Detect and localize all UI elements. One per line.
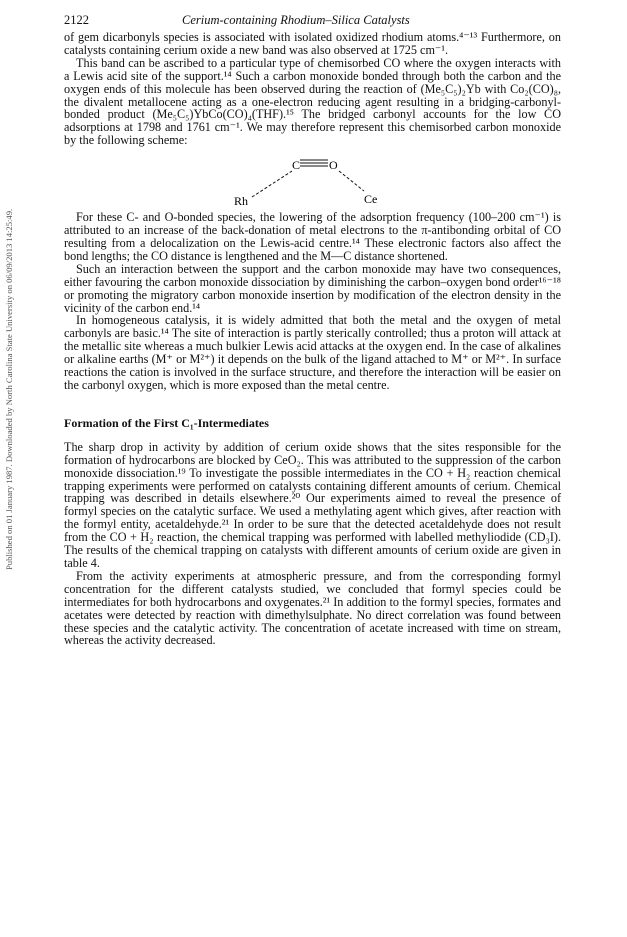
paragraph-support-interaction: Such an interaction between the support and the carbon monoxide may have two consequences, either favouring the carbon monoxide dissociation by diminishing the carbon–oxygen bond order¹⁶⁻¹⁸ or promoting the migratory carbon monoxide insertion by modification of the electron density in the vicinity of the carbon end.¹⁴ xyxy=(64,261,561,315)
rh-carbon-bond xyxy=(252,171,292,197)
paragraph-lewis-acid: This band can be ascribed to a particular type of chemisorbed CO where the oxygen interacts with a Lewis acid site of the support.¹⁴ Such a carbon monoxide bonded through both the carbon and the oxygen ends of this molecule has been observed during the reaction of (Me₅C₅)₂Yb with Co₂(CO)₈, the divalent metallocene acting as a one-electron reducing agent resulting in a bridging-carbonyl-bonded product (Me₅C₅)YbCo(CO)₄(THF).¹⁵ The bridged carbonyl accounts for the low CO adsorptions at 1798 and 1761 cm⁻¹. We may therefore represent this chemisorbed carbon monoxide by the following scheme: xyxy=(64,55,561,148)
side-provenance-note xyxy=(2,130,16,570)
paragraph-lowering-frequency: For these C- and O-bonded species, the lowering of the adsorption frequency (100–200 cm⁻¹) is attributed to an increase of the back-donation of metal electrons to the π-antibonding orbital of CO resulting from a delocalization on the Lewis-acid centre.¹⁴ These electronic factors also affect the bond lengths; the CO distance is lengthened and the M—C distance shortened. xyxy=(64,210,561,263)
paragraph-continued: of gem dicarbonyls species is associated with isolated oxidized rhodium atoms.⁴⁻¹³ Furthermore, on catalysts containing cerium oxide a new band was also observed at 1725 cm⁻¹. xyxy=(64,30,561,57)
scheme-diagram xyxy=(204,147,404,211)
paragraph-chemical-trapping: The sharp drop in activity by addition of cerium oxide shows that the sites responsible for the formation of hydrocarbons are blocked by CeO₂. This was attributed to the suppression of the carbon monoxide dissociation.¹⁹ To investigate the possible intermediates in the CO + H₂ reaction chemical trapping experiments were performed on catalysts containing different amounts of cerium. Chemical trapping was described in details elsewhere.²⁰ Our experiments aimed to reveal the presence of formyl species on the catalytic surface. We used a methylating agent which gives, after reaction with the formyl entity, acetaldehyde.²¹ In order to be sure that the detected acetaldehyde does not result from the CO + H₂ reaction, the chemical trapping was performed with labelled methyliodide (CD₃I). The results of the chemical trapping on catalysts with different amounts of cerium oxide are given in table 4. xyxy=(64,439,561,570)
running-header xyxy=(64,13,561,31)
journal-page xyxy=(64,8,561,647)
page-number: 2122 xyxy=(64,13,89,27)
paragraph-activity-experiments: From the activity experiments at atmospheric pressure, and from the corresponding formyl concentration for the different catalysts studied, we concluded that formyl species could be intermediates for both hydrocarbons and oxygenates.²¹ In addition to the formyl species, formates and acetates were detected by reaction with dimethylsulphate. No direct correlation was found between these species and the catalytic activity. The concentration of acetate increased with time on stream, whereas the activity decreased. xyxy=(64,568,561,648)
section-heading: Formation of the First C₁-Intermediates xyxy=(64,415,269,430)
oxygen-ce-bond xyxy=(339,171,364,191)
paragraph-homogeneous-catalysis: In homogeneous catalysis, it is widely admitted that both the metal and the oxygen of metal carbonyls are basic.¹⁴ The site of interaction is partly sterically controlled; thus a proton will attack at the metallic site whereas a much bulkier Lewis acid attacks at the oxygen end. In the case of alkalines or alkaline earths (M⁺ or M²⁺) it depends on the bulk of the ligand attached to M⁺ or M²⁺. In surface reactions the cation is involved in the surface structure, and therefore the interaction will be easier on the carbonyl oxygen, which is more exposed than the metal centre. xyxy=(64,313,561,392)
running-title: Cerium-containing Rhodium–Silica Catalysts xyxy=(182,13,410,27)
bridging-carbonyl-scheme xyxy=(64,147,561,211)
scheme-rhodium: Rh xyxy=(234,194,249,209)
scheme-oxygen: O xyxy=(329,158,338,173)
side-note-text: Published on 01 January 1987. Downloaded by North Carolina State University on 06/09/2013 14:25:49. xyxy=(4,208,14,570)
scheme-cerium: Ce xyxy=(364,192,378,207)
scheme-carbon: C xyxy=(292,158,301,173)
